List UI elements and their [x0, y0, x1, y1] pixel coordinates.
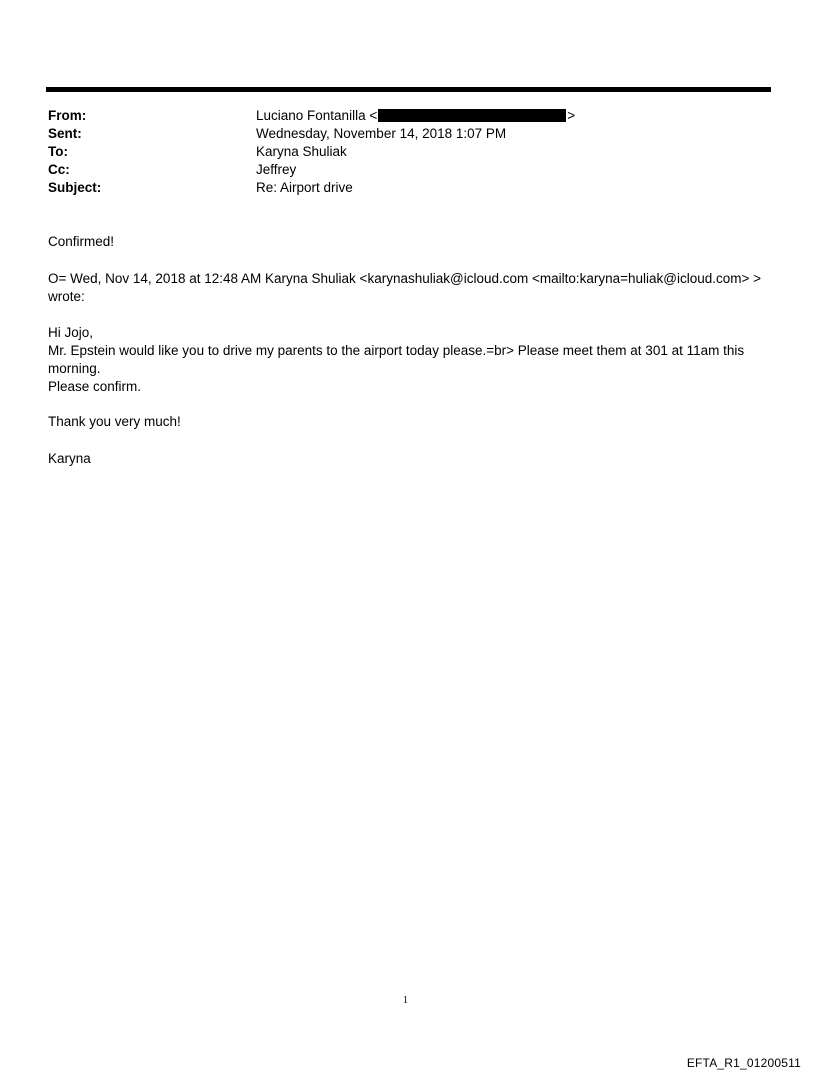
page-number: 1 — [403, 995, 408, 1006]
thanks-text: Thank you very much! — [48, 414, 181, 429]
message-line-1: Mr. Epstein would like you to drive my parents to the airport today please.=br> Please meet them at 301 at 11am this — [48, 343, 745, 358]
from-value — [256, 107, 575, 125]
sent-label: Sent: — [48, 126, 82, 141]
bates-number: EFTA_R1_01200511 — [686, 1056, 801, 1070]
header-rule — [46, 87, 771, 92]
to-value: Karyna Shuliak — [256, 144, 347, 159]
email-body — [48, 233, 768, 251]
quote-line-2: wrote: — [48, 289, 85, 304]
redaction-box — [378, 109, 566, 122]
message-line-3: Please confirm. — [48, 379, 142, 394]
from-label: From: — [48, 108, 87, 123]
subject-label: Subject: — [48, 180, 102, 195]
to-label: To: — [48, 144, 68, 159]
message-line-2: morning. — [48, 361, 101, 376]
sent-value: Wednesday, November 14, 2018 1:07 PM — [256, 126, 507, 141]
email-header — [48, 107, 768, 197]
quoted-header — [48, 270, 768, 306]
signature-block — [48, 450, 768, 468]
subject-value: Re: Airport drive — [256, 180, 353, 195]
from-close: > — [567, 108, 576, 123]
quoted-message — [48, 324, 768, 396]
greeting-text: Hi Jojo, — [48, 325, 94, 340]
cc-label: Cc: — [48, 162, 70, 177]
signature-text: Karyna — [48, 451, 91, 466]
cc-value: Jeffrey — [256, 162, 297, 177]
from-name: Luciano Fontanilla < — [256, 108, 378, 123]
reply-text: Confirmed! — [48, 234, 115, 249]
thanks-block — [48, 413, 768, 431]
quote-line-1: O= Wed, Nov 14, 2018 at 12:48 AM Karyna Shuliak <karynashuliak@icloud.com <mailto:karyna=huliak@icloud.com> > — [48, 271, 762, 286]
